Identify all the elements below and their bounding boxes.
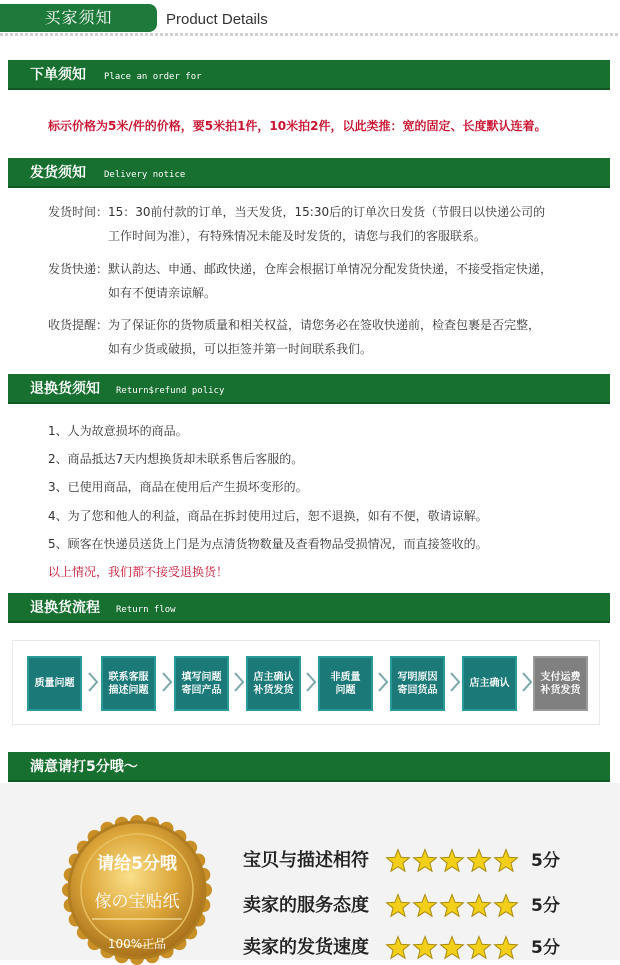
rating-row: [243, 932, 603, 964]
star-icon: [385, 935, 411, 961]
delivery-line: 如有少货或破损，可以拒签并第一时间联系我们。: [108, 342, 373, 356]
refund-title-en: Return$refund policy: [116, 386, 225, 396]
rating-title: 满意请打5分哦～: [30, 759, 138, 775]
refund-item: 1、人为故意损坏的商品。: [48, 424, 188, 438]
rating-row: [243, 890, 603, 922]
dotted-divider: [0, 33, 620, 36]
refund-section-bar: [8, 374, 610, 404]
refund-item: 5、顾客在快递员送货上门是为点清货物数量及查看物品受损情况，而直接签收的。: [48, 537, 488, 551]
rating-row: [243, 845, 603, 877]
delivery-line: 默认韵达、申通、邮政快递，仓库会根据订单情况分配发货快递，不接受指定快递，: [108, 262, 553, 276]
medal-badge: [62, 815, 212, 965]
rating-section-bar: [8, 752, 610, 782]
star-icon: [385, 893, 411, 919]
refund-item: 3、已使用商品，商品在使用后产生损坏变形的。: [48, 480, 308, 494]
star-icon: [412, 848, 438, 874]
flow-title-en: Return flow: [116, 605, 176, 615]
delivery-title-en: Delivery notice: [104, 170, 186, 180]
chevron-right-icon: [87, 671, 99, 693]
chevron-right-icon: [449, 671, 461, 693]
chevron-right-icon: [377, 671, 389, 693]
medal-line2: 傢の宝贴纸: [94, 892, 180, 912]
flow-step: 写明原因 寄回货品: [390, 656, 445, 711]
star-icon: [412, 893, 438, 919]
star-icon: [439, 935, 465, 961]
star-icon: [493, 935, 519, 961]
flow-step: 店主确认 补货发货: [246, 656, 301, 711]
star-icon: [385, 848, 411, 874]
chevron-right-icon: [305, 671, 317, 693]
flow-title: 退换货流程: [30, 600, 100, 616]
flow-step: 联系客服 描述问题: [101, 656, 156, 711]
chevron-right-icon: [161, 671, 173, 693]
order-notice: 标示价格为5米/件的价格，要5米拍1件，10米拍2件，以此类推：宽的固定、长度默认连着。: [48, 119, 547, 133]
star-icon: [439, 848, 465, 874]
order-section-bar: [8, 60, 610, 90]
delivery-label: 发货快递：: [48, 262, 109, 276]
delivery-line: 为了保证你的货物质量和相关权益，请您务必在签收快递前，检查包裹是否完整，: [108, 318, 541, 332]
rating-score: 5分: [531, 938, 560, 958]
order-title: 下单须知: [30, 67, 86, 83]
refund-item: 4、为了您和他人的利益，商品在拆封使用过后，恕不退换，如有不便，敬请谅解。: [48, 509, 488, 523]
star-icon: [466, 935, 492, 961]
star-icon: [493, 848, 519, 874]
delivery-label: 发货时间：: [48, 205, 109, 219]
delivery-section-bar: [8, 158, 610, 188]
flow-step: 店主确认: [462, 656, 517, 711]
top-subtitle: Product Details: [166, 11, 268, 28]
star-icon: [412, 935, 438, 961]
flow-step: 质量问题: [27, 656, 82, 711]
rating-label: 卖家的服务态度: [243, 895, 369, 916]
refund-footer: 以上情况，我们都不接受退换货！: [48, 565, 229, 579]
flow-section-bar: [8, 593, 610, 623]
star-icon: [493, 893, 519, 919]
medal-line1: 请给5分哦: [97, 854, 177, 874]
rating-label: 卖家的发货速度: [243, 937, 369, 958]
rating-score: 5分: [531, 896, 560, 916]
delivery-title: 发货须知: [30, 165, 86, 181]
medal-line3: 100%正品: [107, 937, 167, 951]
delivery-line: 如有不便请亲谅解。: [108, 286, 217, 300]
rating-label: 宝贝与描述相符: [243, 850, 369, 871]
star-icon: [466, 848, 492, 874]
flow-step: 非质量 问题: [318, 656, 373, 711]
chevron-right-icon: [233, 671, 245, 693]
rating-score: 5分: [531, 851, 560, 871]
refund-item: 2、商品抵达7天内想换货却未联系售后客服的。: [48, 452, 304, 466]
star-icon: [466, 893, 492, 919]
order-title-en: Place an order for: [104, 72, 202, 82]
flow-diagram: [12, 640, 600, 725]
flow-step: 填写问题 寄回产品: [174, 656, 229, 711]
flow-step: 支付运费 补货发货: [533, 656, 588, 711]
top-tab: 买家须知: [0, 4, 157, 32]
chevron-right-icon: [521, 671, 533, 693]
star-icon: [439, 893, 465, 919]
refund-title: 退换货须知: [30, 381, 100, 397]
delivery-line: 工作时间为准），有特殊情况未能及时发货的，请您与我们的客服联系。: [108, 229, 487, 243]
delivery-label: 收货提醒：: [48, 318, 109, 332]
delivery-line: 15：30前付款的订单，当天发货，15:30后的订单次日发货（节假日以快递公司的: [108, 205, 546, 219]
